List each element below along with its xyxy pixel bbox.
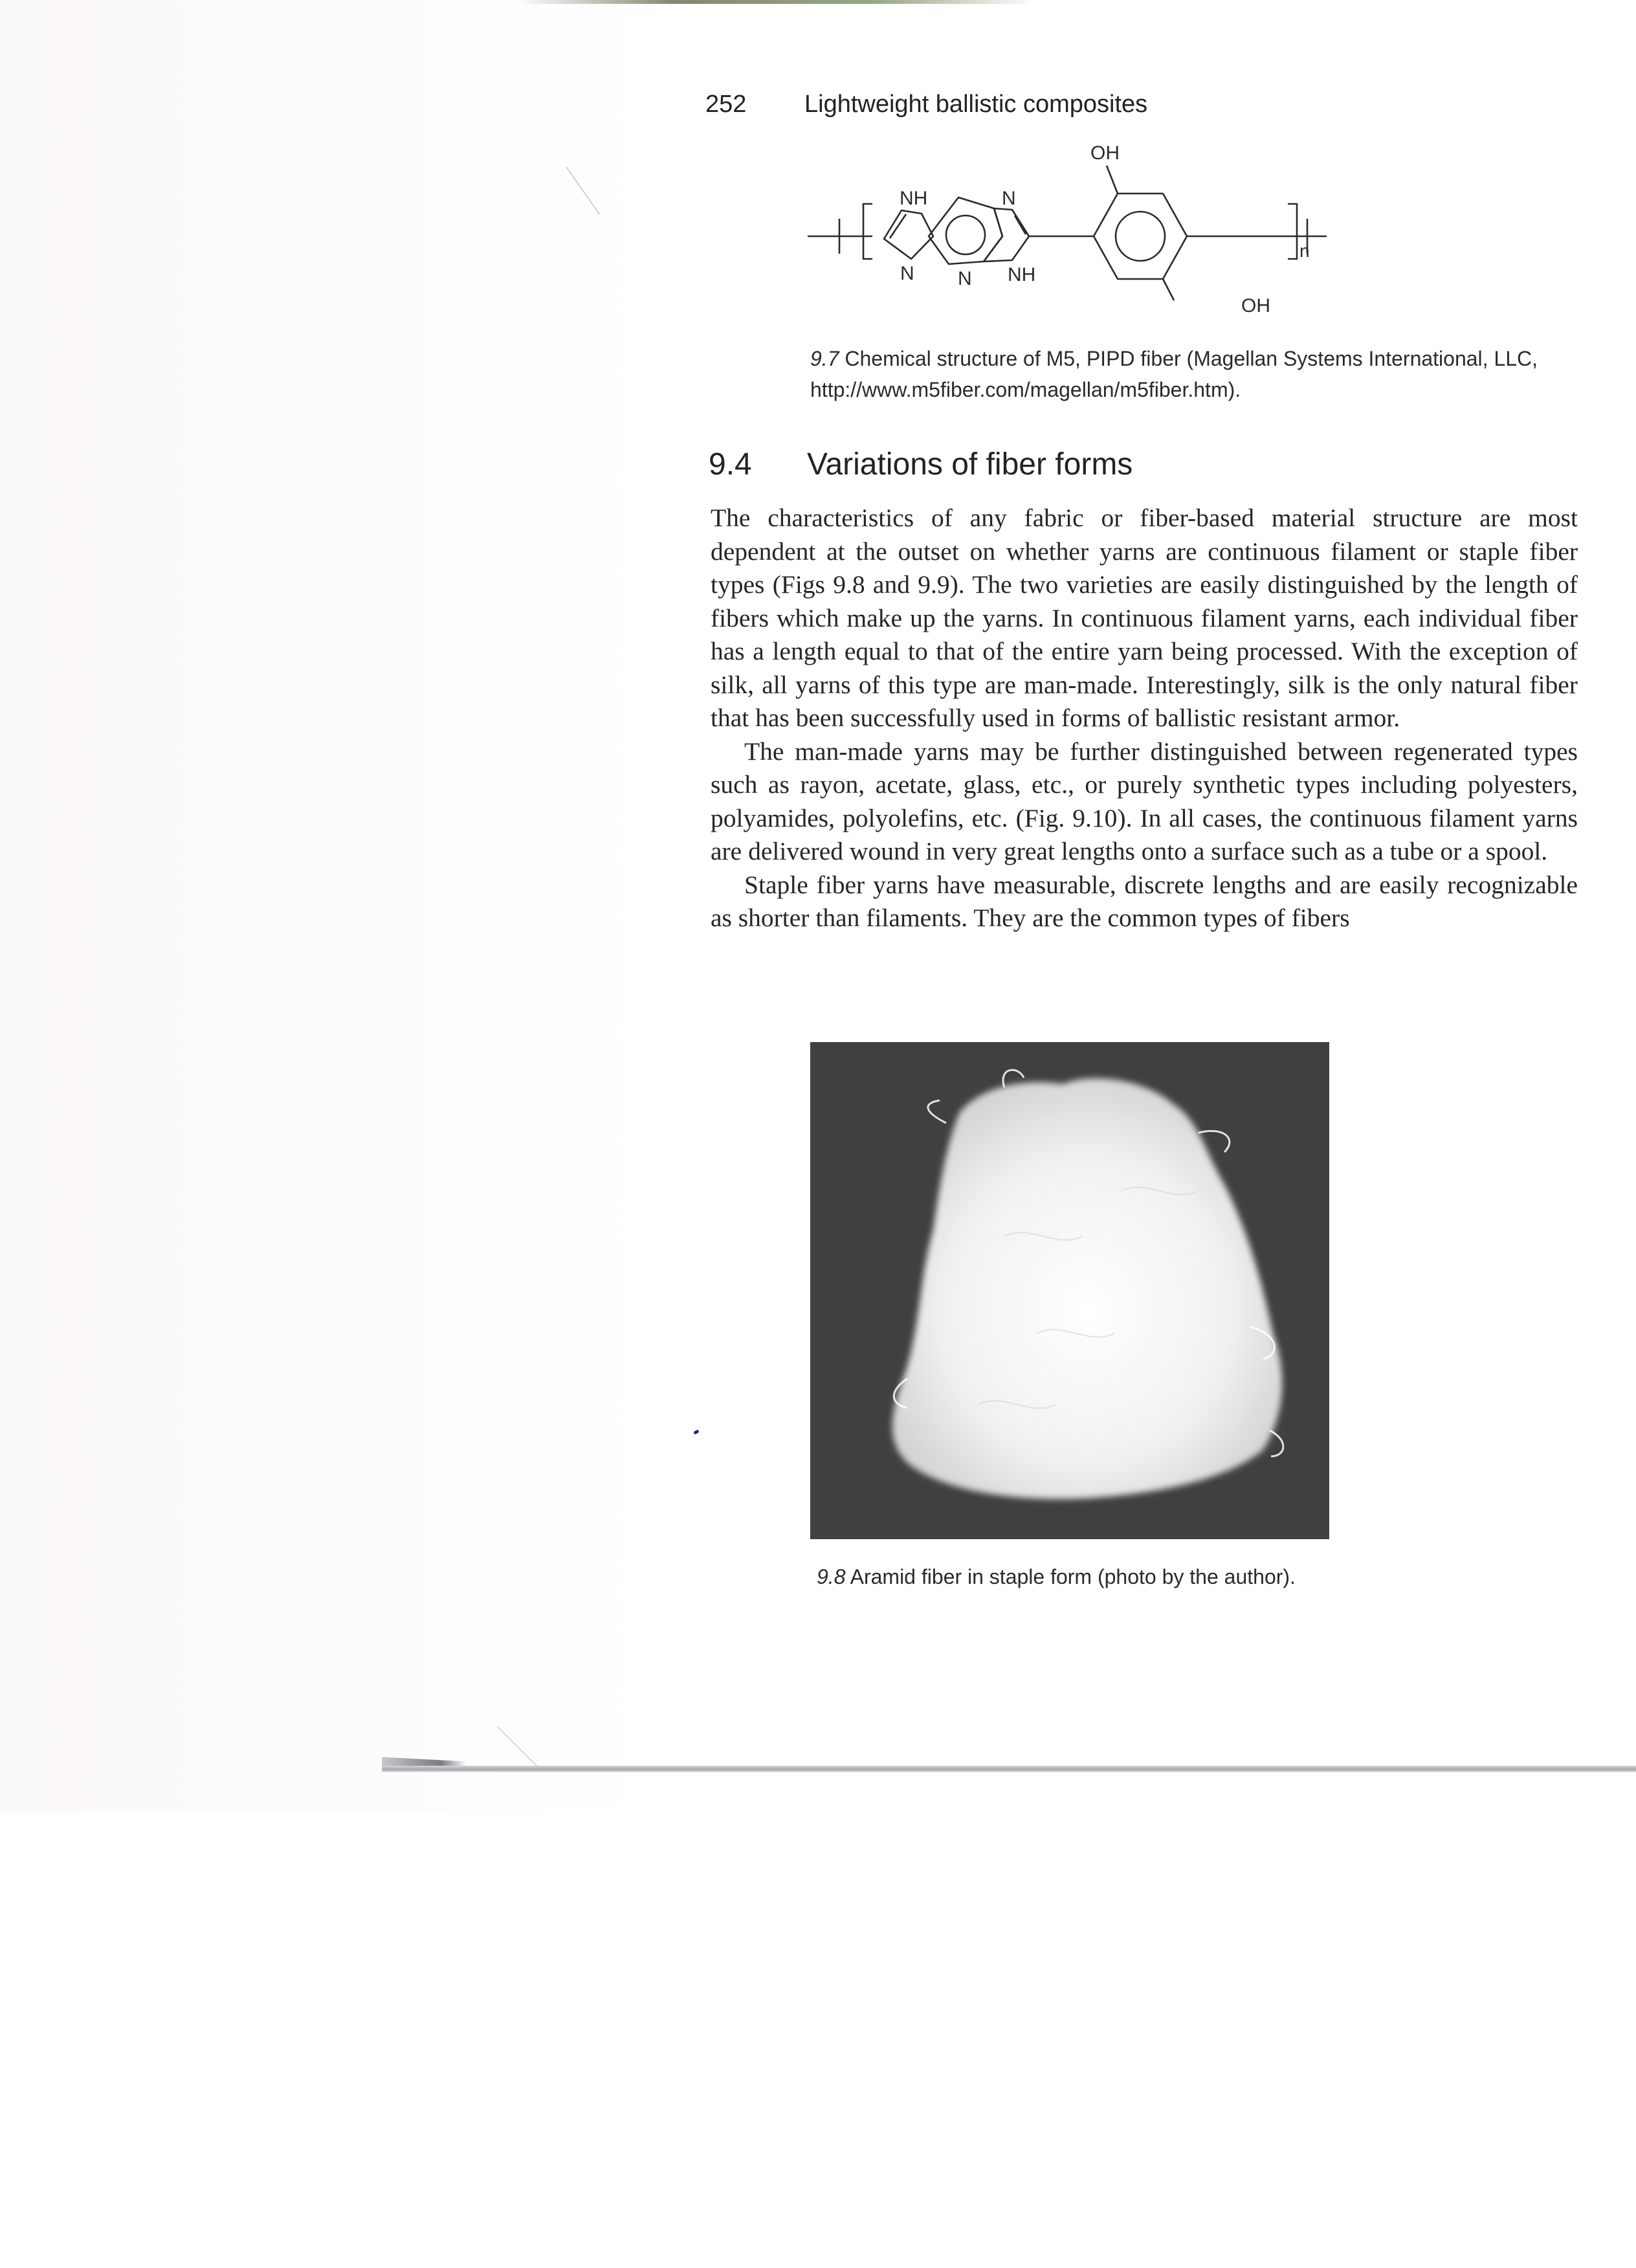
- section-title: Variations of fiber forms: [807, 447, 1133, 482]
- caption-text: Chemical structure of M5, PIPD fiber (Magellan Systems International, LLC, http://www.m5fiber.com/magellan/m5fiber.htm).: [810, 347, 1538, 401]
- atom-label-oh-top: OH: [1090, 142, 1120, 164]
- paragraph: The characteristics of any fabric or fiber-based material structure are most dependent at the outset on whether yarns are continuous filament or staple fiber types (Figs 9.8 and 9.9). The two varieties are easily distinguished by the length of fibers which make up the yarns. In continuous filament yarns, each individual fiber has a length equal to that of the entire yarn being processed. With the exception of silk, all yarns of this type are man-made. Interestingly, silk is the only natural fiber that has been successfully used in forms of ballistic resistant armor.: [711, 504, 1578, 732]
- atom-label-n-left: N: [900, 263, 914, 284]
- paragraph: The man-made yarns may be further distinguished between regenerated types such as rayon, acetate, glass, etc., or purely synthetic types including polyesters, polyamides, polyolefins, etc. (Fig. 9.10). In all cases, the continuous filament yarns are delivered wound in very great lengths onto a surface such as a tube or a spool.: [711, 737, 1578, 865]
- atom-label-nh-bottom: NH: [1008, 264, 1036, 285]
- running-title: Lightweight ballistic composites: [804, 91, 1148, 118]
- scan-edge-top: [518, 0, 1035, 4]
- page-number: 252: [705, 91, 747, 118]
- atom-label-oh-bottom: OH: [1241, 295, 1270, 317]
- aramid-fiber-photo: [810, 1042, 1329, 1539]
- body-text: [711, 502, 1578, 935]
- oh-bond: [1107, 166, 1118, 194]
- fiber-illustration: [810, 1042, 1329, 1539]
- figure-number: 9.8: [817, 1565, 846, 1588]
- imidazole-ring-right: [984, 208, 1029, 261]
- aromatic-circle: [1116, 212, 1165, 261]
- figure-caption-9-8: [817, 1561, 1399, 1592]
- atom-label-nh-top: NH: [900, 188, 928, 209]
- subscript-n: n: [1299, 241, 1310, 261]
- bracket-left: [863, 204, 872, 259]
- caption-text: Aramid fiber in staple form (photo by the author).: [850, 1565, 1296, 1588]
- figure-number: 9.7: [810, 347, 839, 370]
- scan-edge-bottom: [382, 1766, 1636, 1772]
- double-bond: [1015, 216, 1026, 234]
- paragraph: Staple fiber yarns have measurable, discrete lengths and are easily recognizable as shorter than filaments. They are the common types of fibers: [711, 870, 1578, 932]
- figure-caption-9-7: [810, 343, 1587, 405]
- benzene-ring: [1094, 194, 1187, 279]
- oh-bond: [1163, 279, 1174, 300]
- atom-label-n-top: N: [1002, 188, 1016, 209]
- page-background-tint: [0, 0, 647, 1812]
- bracket-right: [1288, 204, 1297, 259]
- ink-dot: [693, 1429, 699, 1434]
- chemical-structure-diagram: [796, 137, 1365, 331]
- atom-label-n-bottom: N: [958, 268, 972, 289]
- aromatic-circle: [946, 216, 985, 254]
- section-number: 9.4: [709, 447, 752, 482]
